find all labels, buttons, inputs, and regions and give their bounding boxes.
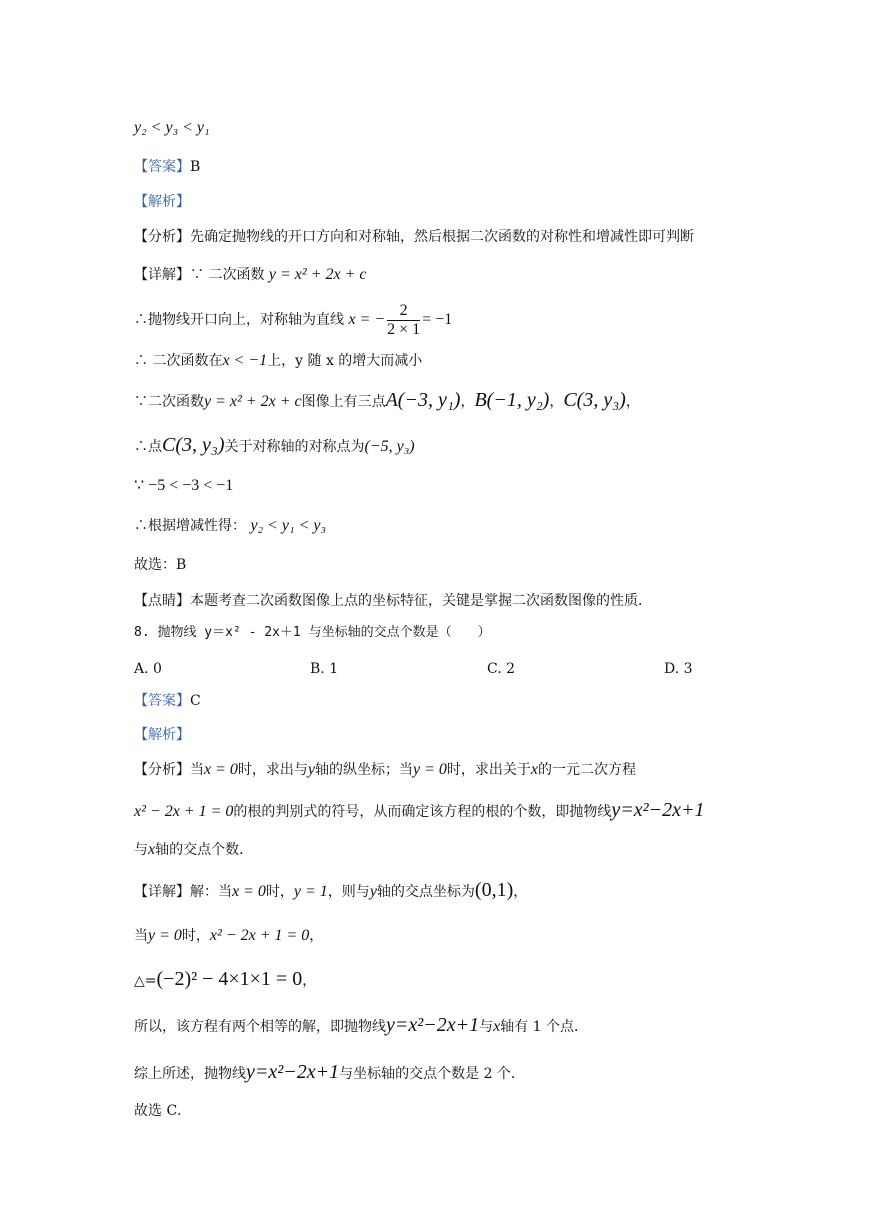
- detail-8-line-5: [134, 1062, 525, 1084]
- text: 与坐标轴的交点个数是 2 个．: [339, 1066, 525, 1082]
- text: 上，y 随 x 的增大而减小: [267, 353, 423, 369]
- detail-line-1: [134, 265, 367, 285]
- text: ∴根据增减性得：: [134, 518, 246, 534]
- formula: y: [369, 883, 377, 900]
- detail-line-5: [134, 435, 415, 457]
- formula: y = x² + 2x + c: [268, 266, 367, 283]
- detail-line-4: [134, 390, 640, 412]
- answer-line-8: [134, 691, 201, 711]
- text: 的根的判别式的符号，从而确定该方程的根的个数，即抛物线: [233, 804, 612, 820]
- text: 图像上有三点: [301, 394, 386, 410]
- text: 关于对称轴的对称点为: [224, 439, 365, 455]
- formula: (0,1): [474, 879, 514, 901]
- option-c: C. 2: [487, 661, 516, 677]
- analysis-heading-8: 【解析】: [134, 727, 190, 743]
- analysis-heading: 【解析】: [134, 194, 190, 210]
- choice-line-8: 故选 C．: [134, 1103, 192, 1119]
- formula: x: [530, 761, 539, 778]
- detail-8-line-2: [134, 926, 323, 946]
- formula: y₂ < y₁ < y₃: [250, 517, 327, 534]
- text: ∴点: [134, 439, 162, 455]
- fraction-numerator: 2: [387, 302, 420, 321]
- detail-line-2: [134, 300, 452, 340]
- point-a: A(−3, y₁): [385, 389, 461, 411]
- formula: x = 0: [204, 761, 238, 778]
- text: 轴有 1 个点．: [500, 1019, 589, 1035]
- point-c: C(3, y₃): [162, 434, 225, 456]
- formula: x² − 2x + 1 = 0: [209, 927, 310, 944]
- formula: (−5, y₃): [364, 438, 415, 455]
- formula: (−2)² − 4×1×1 = 0: [156, 968, 303, 990]
- answer-value: C: [190, 693, 201, 709]
- formula: y = 0: [148, 927, 182, 944]
- text: 当: [134, 928, 148, 944]
- text: 时，: [265, 884, 294, 900]
- formula: y₂ < y₃ < y₁: [134, 119, 210, 136]
- text: 【详解】∵ 二次函数: [134, 267, 265, 283]
- text: 时，求出关于: [446, 762, 531, 778]
- formula: y=x²−2x+1: [386, 1014, 480, 1036]
- line-inequality: [134, 118, 210, 138]
- answer-line: [134, 157, 200, 177]
- formula: x: [493, 1018, 501, 1035]
- text: 的一元二次方程: [538, 762, 637, 778]
- text: ，: [309, 928, 324, 944]
- analysis-line-8c: [134, 840, 253, 860]
- detail-line-6: ∵ −5 < −3 < −1: [134, 477, 234, 494]
- point-c: C(3, y₃): [563, 389, 626, 411]
- text: 轴的交点个数．: [155, 842, 254, 858]
- text: 所以，该方程有两个相等的解，即抛物线: [134, 1019, 386, 1035]
- formula: x² − 2x + 1 = 0: [134, 803, 234, 820]
- formula: y = x² + 2x + c: [204, 393, 302, 410]
- option-b: B. 1: [310, 661, 339, 677]
- formula: y: [307, 761, 316, 778]
- formula: y=x²−2x+1: [246, 1061, 340, 1083]
- detail-line-7: [134, 516, 326, 536]
- detail-line-3: [134, 351, 422, 371]
- text: △=: [134, 973, 157, 989]
- text: ∵二次函数: [134, 394, 204, 410]
- option-d: D. 3: [664, 661, 693, 677]
- detail-8-line-1: [134, 880, 527, 902]
- answer-tag: 【答案】: [134, 693, 190, 709]
- text: 【分析】当: [134, 762, 204, 778]
- formula: = −1: [422, 311, 453, 328]
- text: ，: [513, 884, 528, 900]
- text: 轴的交点坐标为: [376, 884, 475, 900]
- text: 时，求出与: [237, 762, 308, 778]
- detail-8-line-4: [134, 1015, 588, 1037]
- separator: ，: [625, 394, 640, 410]
- analysis-line: 【分析】先确定抛物线的开口方向和对称轴，然后根据二次函数的对称性和增减性即可判断: [134, 229, 694, 245]
- separator: ，: [460, 394, 475, 410]
- choice-line: 故选：B: [134, 557, 187, 573]
- formula: x = 0: [232, 883, 266, 900]
- text: ∴ 二次函数在: [134, 353, 223, 369]
- formula: x: [148, 841, 156, 858]
- formula: x < −1: [222, 352, 268, 369]
- formula: y = 1: [293, 883, 328, 900]
- formula: y = 0: [413, 761, 447, 778]
- text: ，: [302, 973, 317, 989]
- separator: ，: [549, 394, 564, 410]
- text: 【详解】解：当: [134, 884, 232, 900]
- answer-value: B: [190, 159, 201, 175]
- question-8: 8. 抛物线 y＝x² - 2x＋1 与坐标轴的交点个数是（ ）: [134, 625, 491, 640]
- formula: x = −: [348, 311, 386, 328]
- comment-line: 【点睛】本题考查二次函数图像上点的坐标特征，关键是掌握二次函数图像的性质．: [134, 593, 652, 609]
- text: ∴抛物线开口向上，对称轴为直线: [134, 312, 344, 328]
- formula: y=x²−2x+1: [611, 799, 705, 821]
- analysis-line-8: [134, 760, 636, 780]
- detail-8-line-3: [134, 969, 316, 991]
- text: 综上所述，抛物线: [134, 1066, 246, 1082]
- analysis-line-8b: [134, 800, 705, 822]
- text: 与: [134, 842, 148, 858]
- point-b: B(−1, y₂): [474, 389, 550, 411]
- text: 时，: [181, 928, 210, 944]
- option-a: A. 0: [134, 661, 162, 677]
- fraction-denominator: 2 × 1: [387, 320, 421, 338]
- answer-tag: 【答案】: [134, 159, 190, 175]
- text: 轴的纵坐标；当: [315, 762, 414, 778]
- text: ，则与: [327, 884, 370, 900]
- fraction: [387, 302, 420, 339]
- text: 与: [479, 1019, 494, 1035]
